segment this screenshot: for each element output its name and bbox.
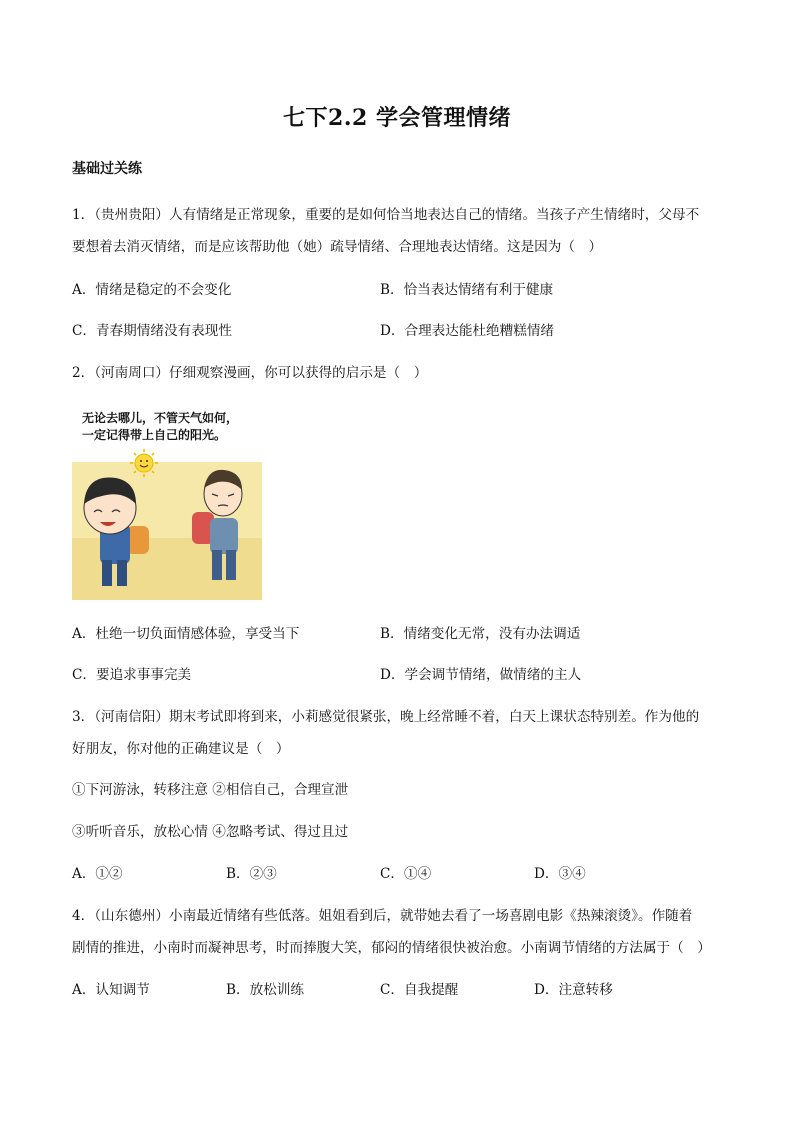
q4-option-c[interactable]: C．自我提醒	[380, 982, 459, 998]
q1-option-b[interactable]: B．恰当表达情绪有利于健康	[380, 282, 554, 298]
section-heading: 基础过关练	[72, 161, 142, 177]
q3-option-d[interactable]: D．③④	[534, 866, 586, 882]
backpack-orange	[127, 526, 149, 554]
q1-option-c[interactable]: C．青春期情绪没有表现性	[72, 323, 232, 339]
q3-option-a[interactable]: A．①②	[72, 866, 123, 882]
q2-option-c[interactable]: C．要追求事事完美	[72, 667, 192, 683]
q4-stem-line2: 剧情的推进，小南时而凝神思考，时而捧腹大笑，郁闷的情绪很快被治愈。小南调节情绪的方法属于（ ）	[72, 940, 711, 956]
q2-stem-line1: 2．（河南周口）仔细观察漫画，你可以获得的启示是（ ）	[72, 365, 428, 381]
q2-option-a[interactable]: A．杜绝一切负面情感体验，享受当下	[72, 626, 300, 642]
q4-option-b[interactable]: B．放松训练	[226, 982, 304, 998]
q4-option-a[interactable]: A．认知调节	[72, 982, 150, 998]
cartoon-caption-line1: 无论去哪儿，不管天气如何，	[82, 411, 239, 425]
q3-option-b[interactable]: B．②③	[226, 866, 277, 882]
q4-option-d[interactable]: D．注意转移	[534, 982, 613, 998]
page-title: 七下2.2 学会管理情绪	[283, 105, 511, 131]
q2-option-d[interactable]: D．学会调节情绪，做情绪的主人	[380, 667, 582, 683]
q2-option-b[interactable]: B．情绪变化无常，没有办法调适	[380, 626, 581, 642]
q3-stem-line1: 3．（河南信阳）期末考试即将到来，小莉感觉很紧张，晚上经常睡不着，白天上课状态特别差。作为他的	[72, 709, 700, 725]
q1-stem-line2: 要想着去消灭情绪，而是应该帮助他（她）疏导情绪、合理地表达情绪。这是因为（ ）	[72, 239, 603, 255]
q3-option-c[interactable]: C．①④	[380, 866, 432, 882]
cartoon-caption	[82, 410, 238, 444]
q1-stem-line1: 1．（贵州贵阳）人有情绪是正常现象，重要的是如何恰当地表达自己的情绪。当孩子产生情绪时，父母不	[72, 207, 700, 223]
q3-stem-line2: 好朋友，你对他的正确建议是（ ）	[72, 741, 290, 757]
q1-option-d[interactable]: D．合理表达能杜绝糟糕情绪	[380, 323, 555, 339]
q3-statement-1: ①下河游泳，转移注意 ②相信自己，合理宣泄	[72, 782, 349, 798]
cartoon-caption-line2: 一定记得带上自己的阳光。	[82, 428, 227, 442]
q1-option-a[interactable]: A．情绪是稳定的不会变化	[72, 282, 232, 298]
q3-statement-2: ③听听音乐，放松心情 ④忽略考试、得过且过	[72, 824, 349, 840]
q4-stem-line1: 4．（山东德州）小南最近情绪有些低落。姐姐看到后，就带她去看了一场喜剧电影《热辣滚烫》。作随着	[72, 908, 693, 924]
